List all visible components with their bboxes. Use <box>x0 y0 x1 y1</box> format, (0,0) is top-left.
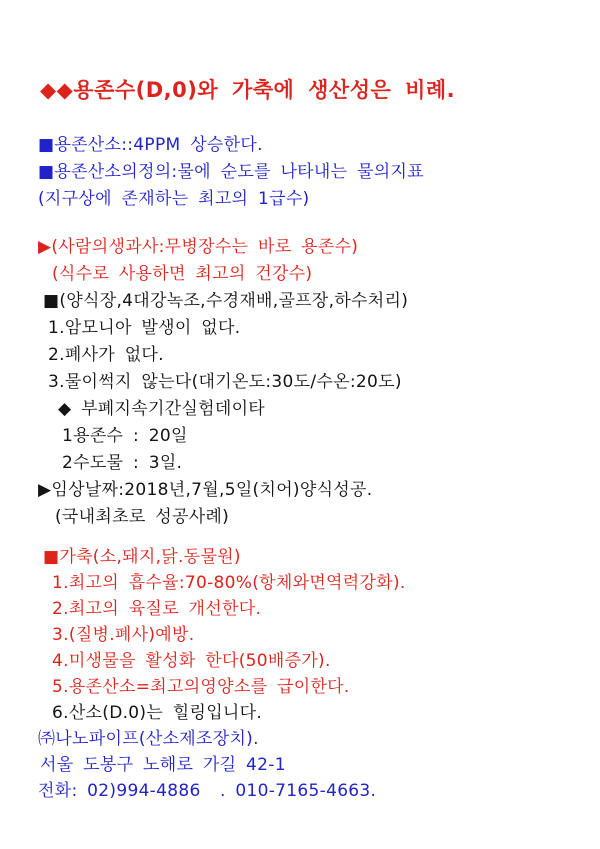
doc-line-water-4: 2.폐사가 없다. <box>48 345 164 365</box>
doc-line-water-9: ▶임상날짜:2018년,7월,5일(치어)양식성공. <box>38 480 373 500</box>
doc-line-livestock-0: ■가축(소,돼지,닭.동물원) <box>43 547 241 567</box>
doc-line-water-5: 3.물이썩지 않는다(대기온도:30도/수온:20도) <box>48 372 402 392</box>
section-water-benefits <box>38 234 582 531</box>
doc-line-oxygen-definition-2: ■용존산소의정의:물에 순도를 나타내는 물의지표 <box>38 162 424 182</box>
doc-line-livestock-6: 6.산소(D.0)는 힐링입니다. <box>52 703 263 723</box>
doc-line-livestock-4: 4.미생물을 활성화 한다(50배증가). <box>52 651 331 671</box>
doc-line-water-7: 1용존수 : 20일 <box>62 426 188 446</box>
company-address: 서울 도봉구 노해로 가길 42-1 <box>40 755 286 775</box>
doc-line-water-2: ■(양식장,4대강녹조,수경재배,골프장,하수처리) <box>43 291 409 311</box>
doc-line-oxygen-definition-1: ■용존산소::4PPM 상승한다. <box>38 135 263 155</box>
company-phone: 전화: 02)994-4886 . 010-7165-4663. <box>38 781 377 801</box>
page-title: ◆◆용존수(D,0)와 가축에 생산성은 비례. <box>40 78 456 102</box>
section-dissolved-oxygen <box>38 132 582 213</box>
section-contact-info <box>38 726 582 804</box>
doc-line-water-1: (식수로 사용하면 최고의 건강수) <box>52 264 313 284</box>
doc-line-water-0: ▶(사람의생과사:무병장수는 바로 용존수) <box>38 237 359 257</box>
doc-line-livestock-2: 2.최고의 육질로 개선한다. <box>52 599 262 619</box>
doc-line-water-10: (국내최초로 성공사례) <box>55 507 230 527</box>
doc-line-water-8: 2수도물 : 3일. <box>62 453 183 473</box>
doc-line-livestock-3: 3.(질병.폐사)예방. <box>52 625 195 645</box>
doc-line-livestock-5: 5.용존산소=최고의영양소를 급이한다. <box>52 677 350 697</box>
company-name: ㈜나노파이프(산소제조장치). <box>38 729 259 749</box>
doc-line-water-6: ◆ 부폐지속기간실험데이타 <box>58 399 266 419</box>
section-livestock-benefits <box>38 544 582 726</box>
doc-line-oxygen-definition-3: (지구상에 존재하는 최고의 1급수) <box>38 189 310 209</box>
doc-line-water-3: 1.암모니아 발생이 없다. <box>48 318 241 338</box>
doc-line-livestock-1: 1.최고의 흡수율:70-80%(항체와면역력강화). <box>52 573 406 593</box>
